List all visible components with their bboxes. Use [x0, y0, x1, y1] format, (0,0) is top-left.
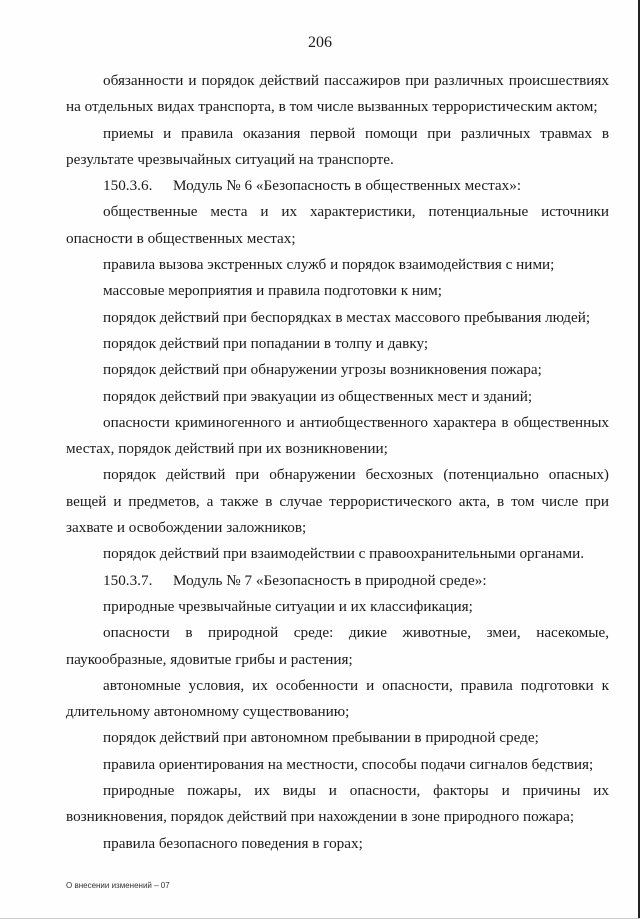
section-title: Модуль № 6 «Безопасность в общественных местах»:: [173, 177, 522, 195]
paragraph: опасности в природной среде: дикие животные, змеи, насекомые, паукообразные, ядовитые грибы и растения;: [66, 624, 609, 668]
paragraph: правила ориентирования на местности, способы подачи сигналов бедствия;: [103, 755, 594, 773]
paragraph: массовые мероприятия и правила подготовки к ним;: [103, 282, 442, 300]
paragraph: правила вызова экстренных служб и порядок взаимодействия с ними;: [103, 256, 555, 274]
paragraph: порядок действий при попадании в толпу и давку;: [103, 334, 429, 352]
paragraph: порядок действий при обнаружении бесхозных (потенциально опасных) вещей и предметов, а также в случае террористического акта, в том числе при захвате и освобождении заложников;: [66, 466, 609, 537]
paragraph: порядок действий при взаимодействии с правоохранительными органами.: [103, 545, 585, 563]
section-heading: [66, 568, 609, 594]
paragraph: правила безопасного поведения в горах;: [103, 834, 363, 852]
paragraph: порядок действий при беспорядках в местах массового пребывания людей;: [103, 308, 591, 326]
paragraph: приемы и правила оказания первой помощи при различных травмах в результате чрезвычайных ситуаций на транспорте.: [66, 124, 609, 168]
footer-note: О внесении изменений – 07: [66, 881, 170, 890]
document-body: [66, 68, 609, 857]
paragraph: природные чрезвычайные ситуации и их классификация;: [103, 597, 473, 615]
paragraph: порядок действий при обнаружении угрозы возникновения пожара;: [103, 361, 542, 379]
paragraph: опасности криминогенного и антиобщественного характера в общественных местах, порядок действий при их возникновении;: [66, 413, 609, 458]
section-title: Модуль № 7 «Безопасность в природной среде»:: [173, 571, 487, 589]
paragraph: обязанности и порядок действий пассажиров при различных происшествиях на отдельных видах транспорта, в том числе вызванных террористическим актом;: [66, 72, 609, 116]
paragraph: порядок действий при автономном пребывании в природной среде;: [103, 729, 539, 747]
paragraph: автономные условия, их особенности и опасности, правила подготовки к длительному автономному существованию;: [66, 676, 609, 721]
paragraph: общественные места и их характеристики, потенциальные источники опасности в общественных местах;: [66, 203, 609, 247]
section-number: 150.3.7.: [103, 571, 153, 589]
paragraph: природные пожары, их виды и опасности, факторы и причины их возникновения, порядок действий при нахождении в зоне природного пожара;: [66, 782, 609, 826]
section-heading: [66, 173, 609, 199]
paragraph: порядок действий при эвакуации из общественных мест и зданий;: [103, 387, 533, 405]
page-number: 206: [308, 34, 332, 51]
section-number: 150.3.6.: [103, 177, 153, 195]
